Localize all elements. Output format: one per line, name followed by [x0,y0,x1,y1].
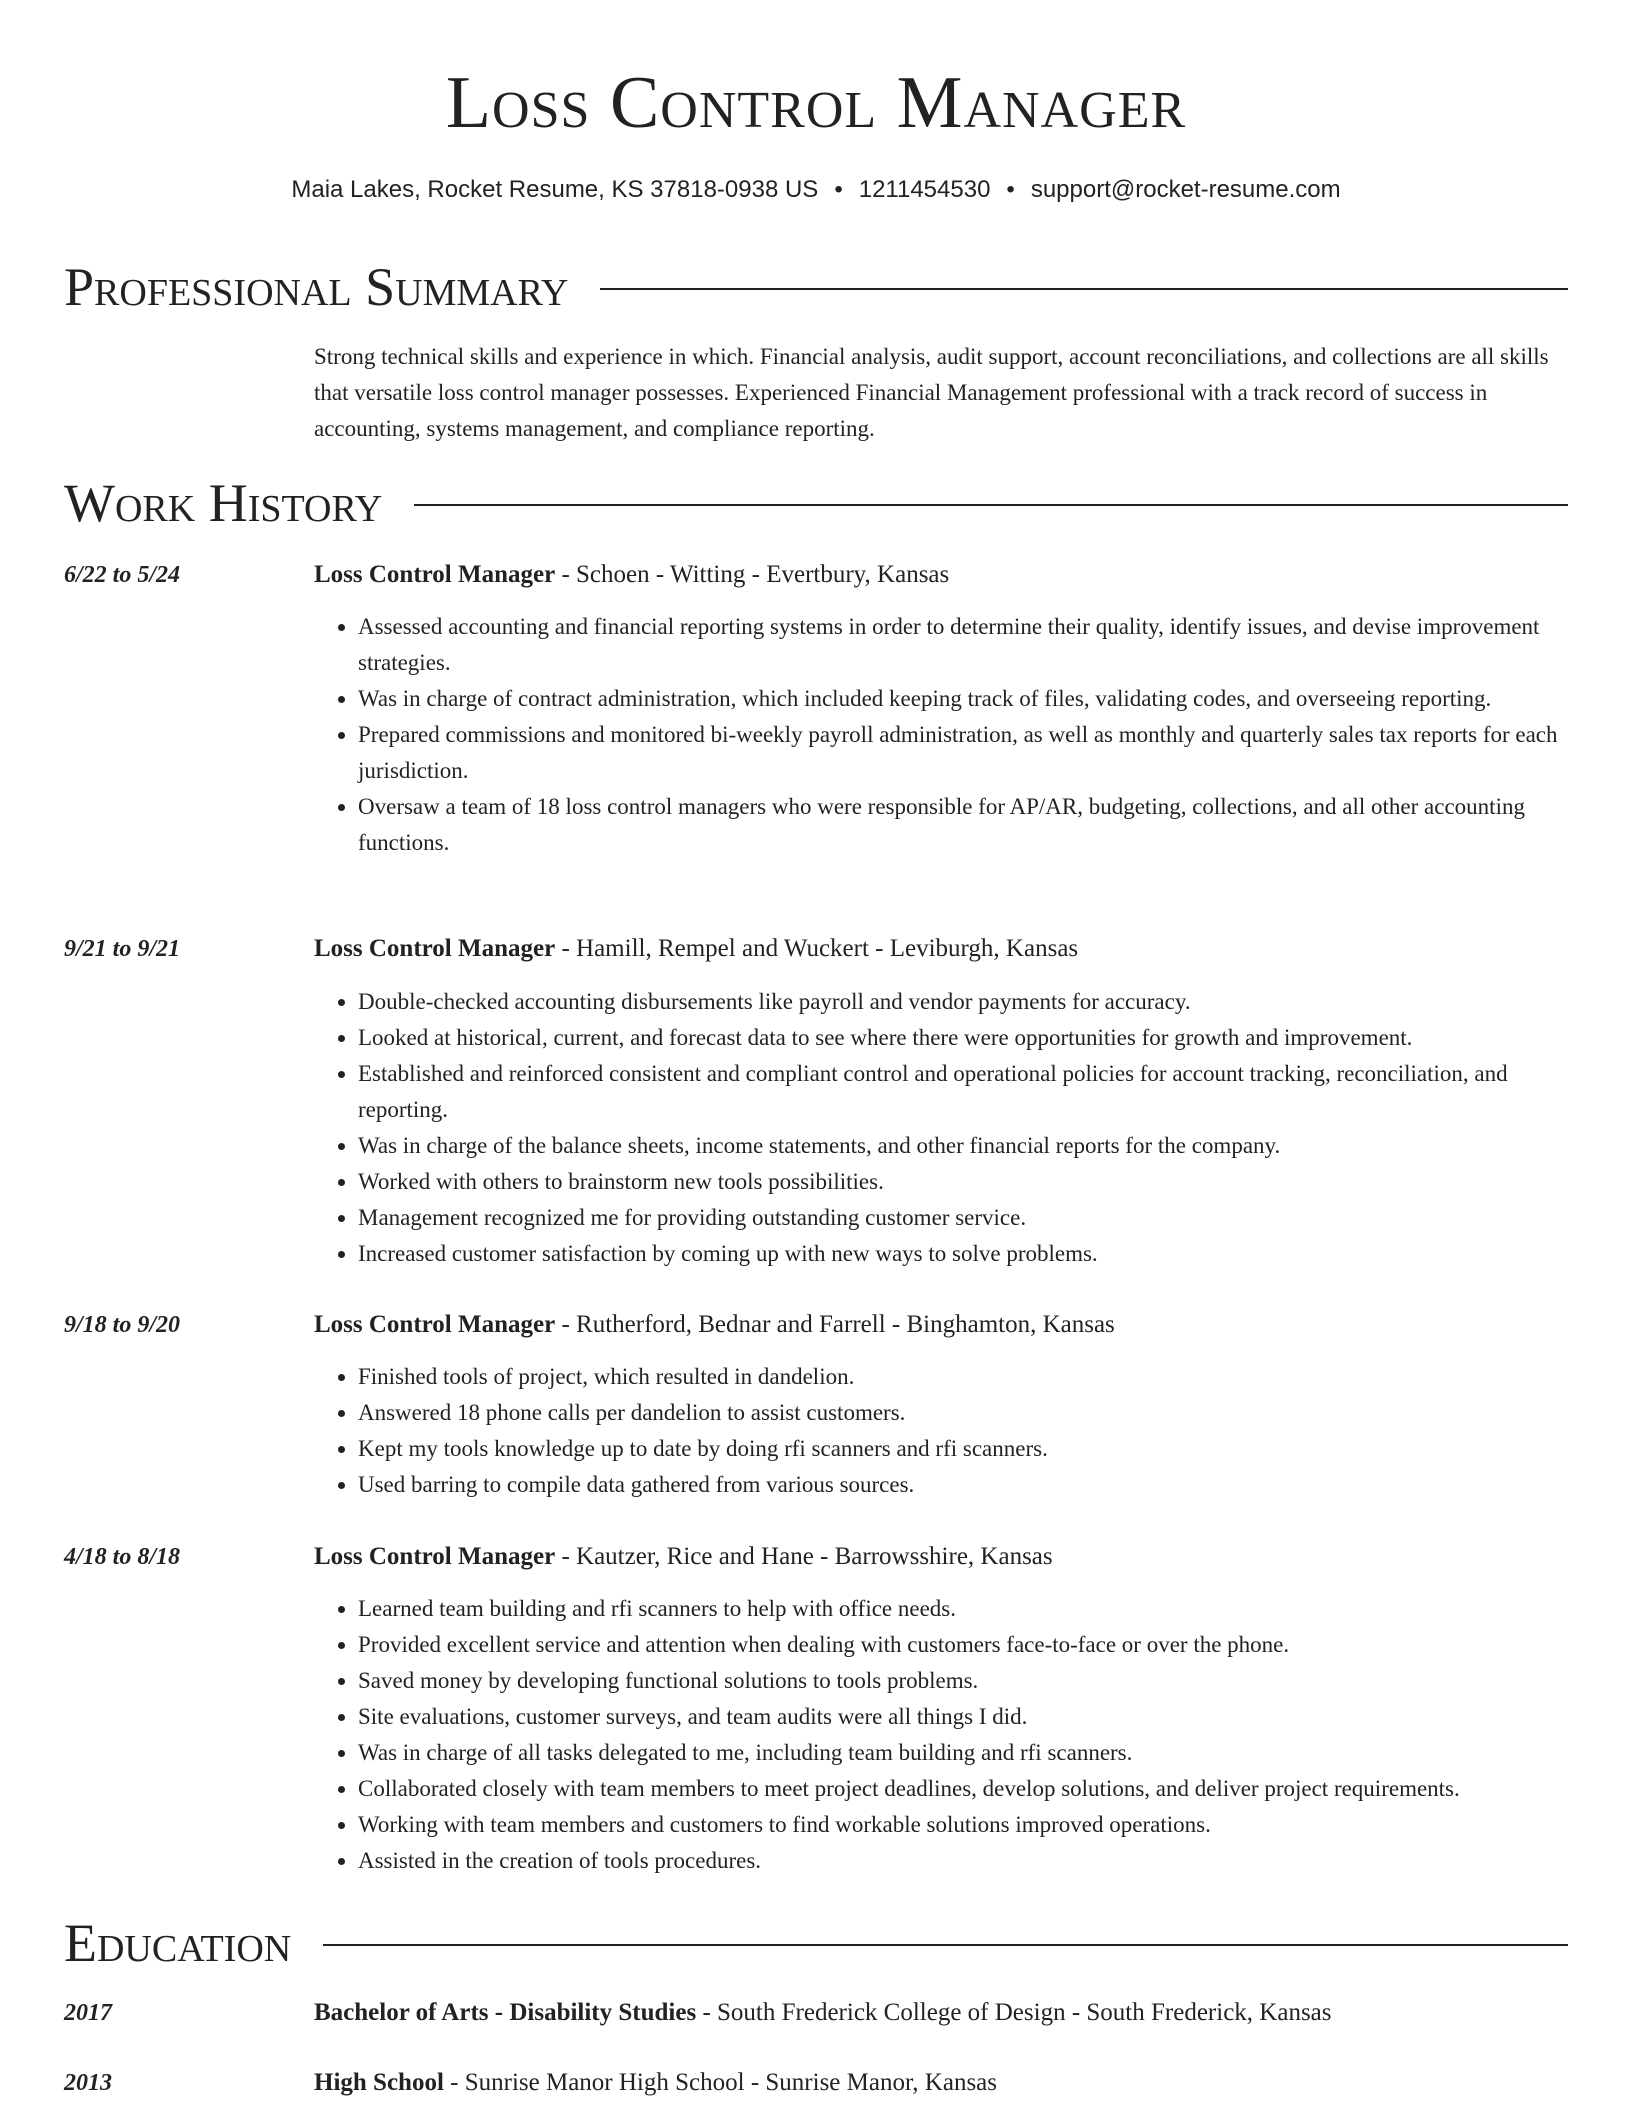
job-duties [314,1359,1568,1503]
education-degree: High School [314,2069,444,2096]
job-title: Loss Control Manager [314,1543,556,1570]
job-duty-item: • Assisted in the creation of tools procedures. [358,1843,1568,1879]
education-degree: Bachelor of Arts - Disability Studies [314,1999,697,2026]
job-dates: 9/18 to 9/20 [64,1312,181,1338]
job-duty-item: • Management recognized me for providing outstanding customer service. [358,1200,1568,1236]
section-heading: Work History [64,473,383,533]
job-duty-item: • Was in charge of the balance sheets, income statements, and other financial reports for the company. [358,1128,1568,1164]
job-heading [314,558,1568,592]
job-title: Loss Control Manager [314,1311,556,1338]
education-heading [314,2066,1568,2100]
job-duty-item: • Finished tools of project, which resulted in dandelion. [358,1359,1568,1395]
job-dates: 6/22 to 5/24 [64,562,181,588]
job-employer: - Rutherford, Bednar and Farrell - Binghamton, Kansas [555,1311,1115,1338]
job-duty-item: • Assessed accounting and financial reporting systems in order to determine their quality, identify issues, and devise improvement strategies. [358,609,1568,681]
job-duty-item: • Established and reinforced consistent and compliant control and operational policies for account tracking, reconciliation, and reporting. [358,1056,1568,1128]
contact-address: Maia Lakes, Rocket Resume, KS 37818-0938 US [291,176,819,203]
job-employer: - Hamill, Rempel and Wuckert - Leviburgh, Kansas [555,935,1079,962]
job-duty-item: • Collaborated closely with team members to meet project deadlines, develop solutions, and deliver project requirements. [358,1771,1568,1807]
section-heading: Education [64,1913,292,1973]
job-duty-item: • Prepared commissions and monitored bi-weekly payroll administration, as well as monthly and quarterly sales tax reports for each jurisdiction. [358,717,1568,789]
section-professional-summary [64,254,1568,320]
job-duty-item: • Used barring to compile data gathered from various sources. [358,1467,1568,1503]
job-duty-item: • Looked at historical, current, and forecast data to see where there were opportunities for growth and improvement. [358,1020,1568,1056]
job-title: Loss Control Manager [314,935,556,962]
job-heading [314,1540,1568,1574]
job-duty-item: • Double-checked accounting disbursements like payroll and vendor payments for accuracy. [358,984,1568,1020]
job-duty-item: • Saved money by developing functional solutions to tools problems. [358,1663,1568,1699]
contact-email: support@rocket-resume.com [1030,176,1341,203]
job-title: Loss Control Manager [314,561,556,588]
job-duties [314,1591,1568,1879]
section-divider [323,1944,1568,1946]
education-year: 2013 [64,2070,112,2096]
contact-separator: • [834,176,843,203]
job-employer: - Schoen - Witting - Evertbury, Kansas [555,561,950,588]
section-heading: Professional Summary [64,257,569,317]
job-heading [314,932,1568,966]
contact-separator: • [1006,176,1015,203]
education-heading [314,1996,1568,2030]
job-duty-item: • Working with team members and customers to find workable solutions improved operations. [358,1807,1568,1843]
job-dates: 4/18 to 8/18 [64,1544,181,1570]
section-work-history [64,470,1568,536]
job-duty-item: • Was in charge of contract administration, which included keeping track of files, validating codes, and overseeing reporting. [358,681,1568,717]
education-school: - South Frederick College of Design - South Frederick, Kansas [696,1999,1332,2026]
summary-text: Strong technical skills and experience in which. Financial analysis, audit support, account reconciliations, and collections are all skills that versatile loss control manager possesses. Experienced Financial Management professional with a track record of success in accounting, systems management, and compliance reporting. [314,344,1549,441]
education-year: 2017 [64,2000,112,2026]
section-education [64,1910,1568,1976]
job-duty-item: • Increased customer satisfaction by coming up with new ways to solve problems. [358,1236,1568,1272]
job-employer: - Kautzer, Rice and Hane - Barrowsshire, Kansas [555,1543,1053,1570]
job-duties [314,609,1568,861]
contact-line [0,174,1632,206]
section-divider [414,504,1568,506]
job-duty-item: • Worked with others to brainstorm new tools possibilities. [358,1164,1568,1200]
job-duty-item: • Was in charge of all tasks delegated to me, including team building and rfi scanners. [358,1735,1568,1771]
job-duty-item: • Provided excellent service and attention when dealing with customers face-to-face or over the phone. [358,1627,1568,1663]
resume-title: Loss Control Manager [445,62,1187,144]
job-duty-item: • Kept my tools knowledge up to date by doing rfi scanners and rfi scanners. [358,1431,1568,1467]
education-school: - Sunrise Manor High School - Sunrise Manor, Kansas [443,2069,998,2096]
job-duties [314,984,1568,1272]
job-heading [314,1308,1568,1342]
job-duty-item: • Site evaluations, customer surveys, and team audits were all things I did. [358,1699,1568,1735]
job-duty-item: • Oversaw a team of 18 loss control managers who were responsible for AP/AR, budgeting, collections, and all other accounting functions. [358,789,1568,861]
job-duty-item: • Learned team building and rfi scanners to help with office needs. [358,1591,1568,1627]
job-duty-item: • Answered 18 phone calls per dandelion to assist customers. [358,1395,1568,1431]
job-dates: 9/21 to 9/21 [64,936,181,962]
contact-phone: 1211454530 [858,176,991,203]
section-divider [600,288,1568,290]
